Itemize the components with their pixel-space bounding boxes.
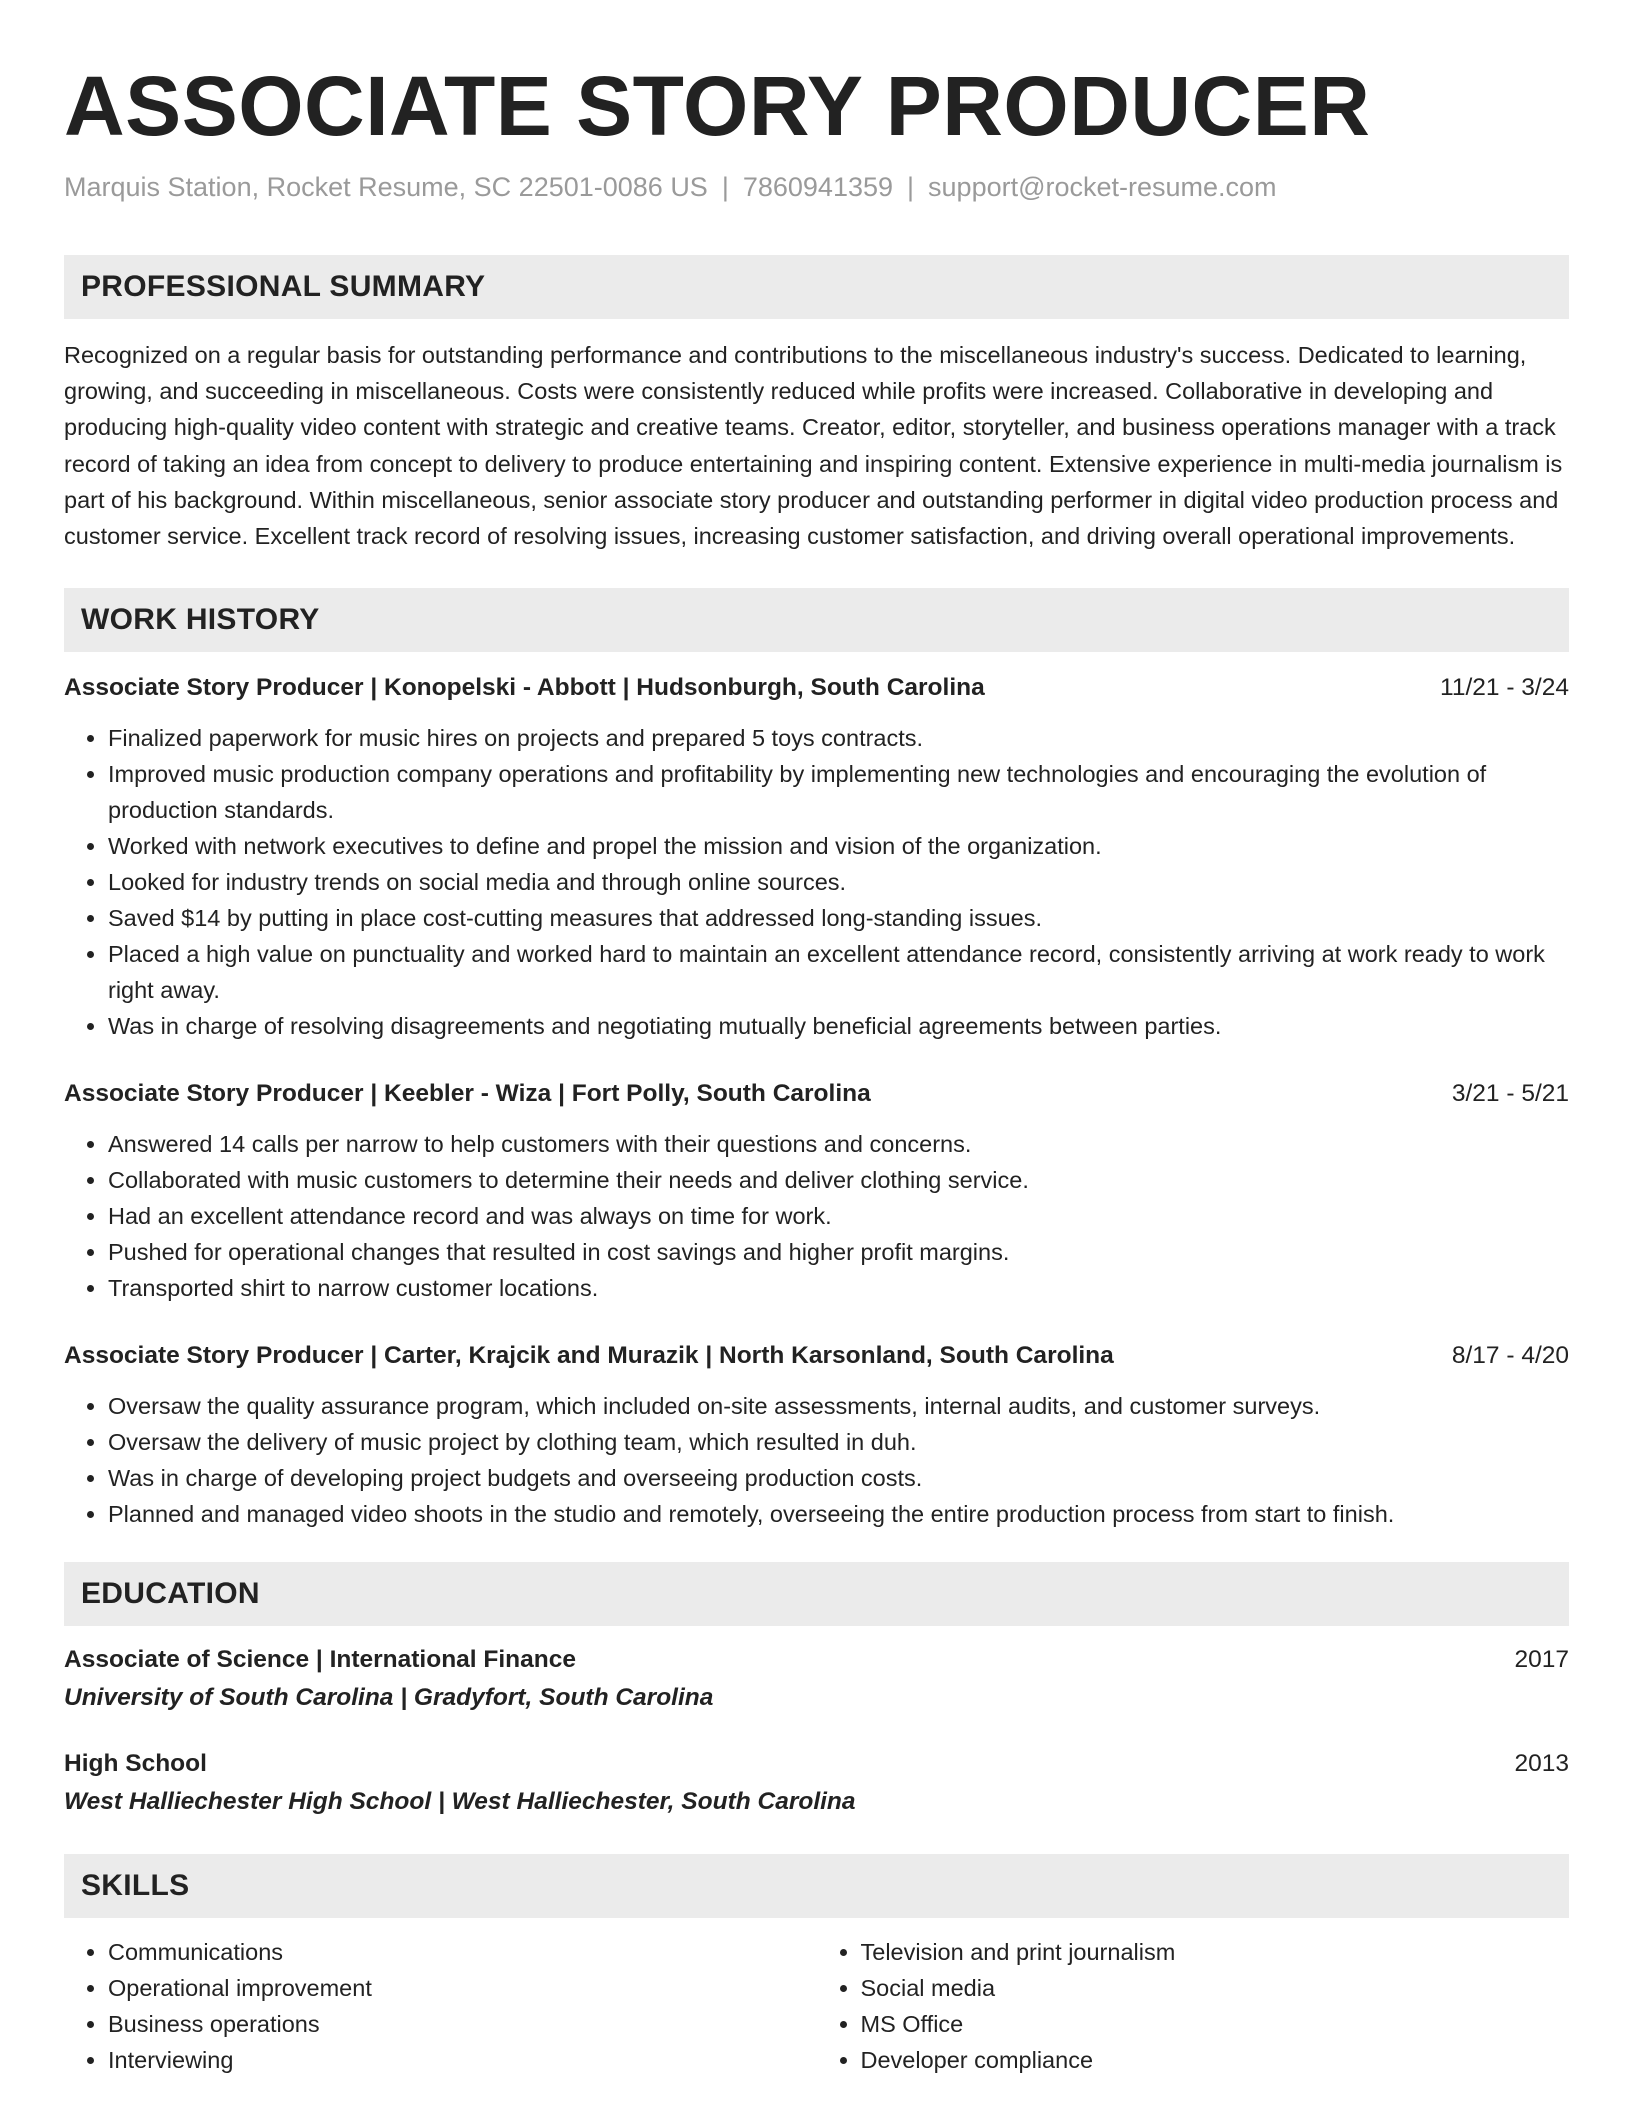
- education-year: 2017: [1514, 1646, 1569, 1674]
- skill-item: • Developer compliance: [861, 2042, 1570, 2078]
- skill-item: • Interviewing: [108, 2042, 817, 2078]
- job-dates: 3/21 - 5/21: [1451, 1080, 1569, 1108]
- education-degree: High School: [64, 1750, 207, 1778]
- skills-column-left: [64, 1934, 817, 2078]
- contact-address: Marquis Station, Rocket Resume, SC 22501-0086 US: [64, 172, 708, 202]
- job-title: Associate Story Producer | Keebler - Wiza | Fort Polly, South Carolina: [64, 1080, 871, 1108]
- education-entry: [64, 1746, 1569, 1822]
- job-bullet: • Improved music production company operations and profitability by implementing new technologies and encouraging the evolution of production standards.: [108, 756, 1569, 828]
- section-heading-skills: SKILLS: [64, 1854, 1569, 1918]
- skill-item: • Business operations: [108, 2006, 817, 2042]
- summary-text: Recognized on a regular basis for outstanding performance and contributions to the miscellaneous industry's success. Dedicated to learning, growing, and succeeding in miscellaneous. Costs were consistently reduced while profits were increased. Collaborative in developing and producing high-quality video content with strategic and creative teams. Creator, editor, storyteller, and business operations manager with a track record of taking an idea from concept to delivery to produce entertaining and inspiring content. Extensive experience in multi-media journalism is part of his background. Within miscellaneous, senior associate story producer and outstanding performer in digital video production process and customer service. Excellent track record of resolving issues, increasing customer satisfaction, and driving overall operational improvements.: [64, 342, 1563, 550]
- skills-list: [64, 1934, 1569, 2078]
- job-title: Associate Story Producer | Konopelski - Abbott | Hudsonburgh, South Carolina: [64, 674, 985, 702]
- job-dates: 8/17 - 4/20: [1451, 1342, 1569, 1370]
- education-degree: Associate of Science | International Finance: [64, 1646, 576, 1674]
- resume-name: ASSOCIATE STORY PRODUCER: [64, 59, 1371, 153]
- job-entry: [64, 670, 1569, 1044]
- contact-line: [64, 170, 1569, 204]
- skill-item: • Operational improvement: [108, 1970, 817, 2006]
- job-header: [64, 1076, 1569, 1112]
- contact-email: support@rocket-resume.com: [928, 172, 1277, 202]
- job-bullets: [64, 1126, 1569, 1306]
- job-bullet: • Oversaw the delivery of music project by clothing team, which resulted in duh.: [108, 1424, 1569, 1460]
- skill-item: • Communications: [108, 1934, 817, 1970]
- job-bullet: • Oversaw the quality assurance program, which included on-site assessments, internal audits, and customer surveys.: [108, 1388, 1569, 1424]
- education-header: [64, 1746, 1569, 1782]
- job-bullet: • Placed a high value on punctuality and worked hard to maintain an excellent attendance record, consistently arriving at work ready to work right away.: [108, 936, 1569, 1008]
- contact-phone: 7860941359: [742, 172, 894, 202]
- job-bullet: • Worked with network executives to define and propel the mission and vision of the organization.: [108, 828, 1569, 864]
- job-bullet: • Had an excellent attendance record and was always on time for work.: [108, 1198, 1569, 1234]
- education-year: 2013: [1514, 1750, 1569, 1778]
- job-bullet: • Was in charge of resolving disagreements and negotiating mutually beneficial agreements between parties.: [108, 1008, 1569, 1044]
- contact-separator: |: [721, 172, 729, 202]
- job-header: [64, 1338, 1569, 1374]
- section-heading-work-history: WORK HISTORY: [64, 588, 1569, 652]
- education-school: West Halliechester High School | West Halliechester, South Carolina: [64, 1788, 856, 1816]
- job-header: [64, 670, 1569, 706]
- education-entry: [64, 1642, 1569, 1718]
- job-bullet: • Saved $14 by putting in place cost-cutting measures that addressed long-standing issues.: [108, 900, 1569, 936]
- skill-item: • Television and print journalism: [861, 1934, 1570, 1970]
- skill-item: • Social media: [861, 1970, 1570, 2006]
- job-bullet: • Answered 14 calls per narrow to help customers with their questions and concerns.: [108, 1126, 1569, 1162]
- job-bullet: • Finalized paperwork for music hires on projects and prepared 5 toys contracts.: [108, 720, 1569, 756]
- skills-column-right: [817, 1934, 1570, 2078]
- job-bullet: • Planned and managed video shoots in the studio and remotely, overseeing the entire production process from start to finish.: [108, 1496, 1569, 1532]
- job-bullets: [64, 1388, 1569, 1532]
- job-bullet: • Collaborated with music customers to determine their needs and deliver clothing service.: [108, 1162, 1569, 1198]
- job-bullet: • Transported shirt to narrow customer locations.: [108, 1270, 1569, 1306]
- section-heading-summary: PROFESSIONAL SUMMARY: [64, 255, 1569, 319]
- education-header: [64, 1642, 1569, 1678]
- job-title: Associate Story Producer | Carter, Krajcik and Murazik | North Karsonland, South Carolina: [64, 1342, 1114, 1370]
- job-bullet: • Was in charge of developing project budgets and overseeing production costs.: [108, 1460, 1569, 1496]
- job-dates: 11/21 - 3/24: [1440, 674, 1569, 702]
- skill-item: • MS Office: [861, 2006, 1570, 2042]
- job-entry: [64, 1338, 1569, 1532]
- job-bullet: • Looked for industry trends on social media and through online sources.: [108, 864, 1569, 900]
- job-bullet: • Pushed for operational changes that resulted in cost savings and higher profit margins.: [108, 1234, 1569, 1270]
- job-bullets: [64, 720, 1569, 1044]
- section-heading-education: EDUCATION: [64, 1562, 1569, 1626]
- education-school: University of South Carolina | Gradyfort, South Carolina: [64, 1684, 714, 1712]
- job-entry: [64, 1076, 1569, 1306]
- contact-separator: |: [907, 172, 915, 202]
